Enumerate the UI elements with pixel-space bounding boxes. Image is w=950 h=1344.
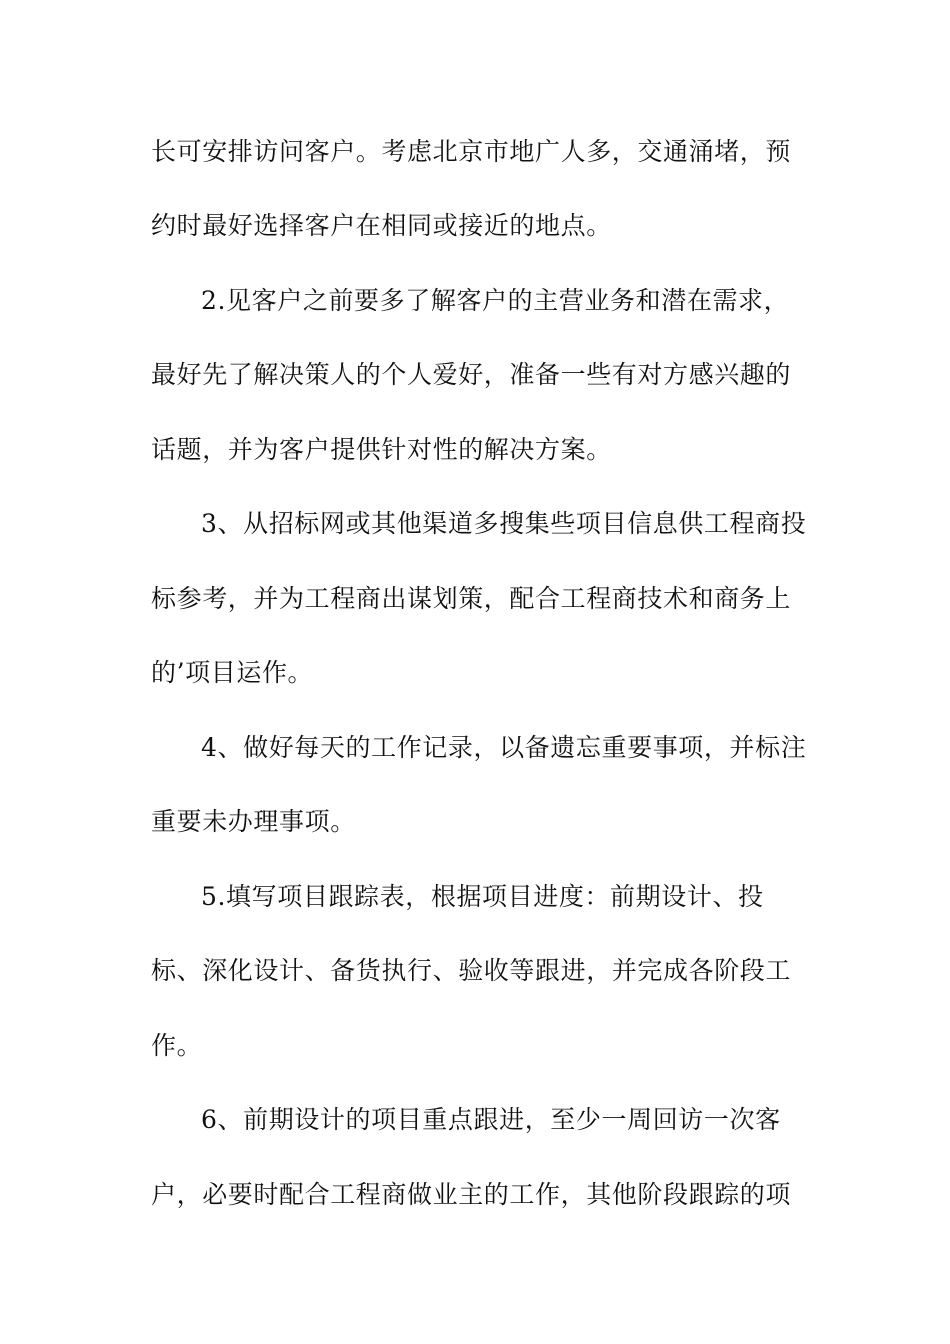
- paragraph-start-line: 6、前期设计的项目重点跟进，至少一周回访一次客: [201, 1105, 781, 1134]
- paragraph-start-line: 5.填写项目跟踪表，根据项目进度：前期设计、投: [201, 882, 764, 911]
- text-line: 户，必要时配合工程商做业主的工作，其他阶段跟踪的项: [151, 1180, 792, 1209]
- text-line: 长可安排访问客户。考虑北京市地广人多，交通涌堵，预: [151, 137, 792, 166]
- text-line: 话题，并为客户提供针对性的解决方案。: [151, 435, 612, 464]
- text-line: 标、深化设计、备货执行、验收等跟进，并完成各阶段工: [151, 956, 792, 985]
- text-line: 约时最好选择客户在相同或接近的地点。: [151, 211, 612, 240]
- text-line: 标参考，并为工程商出谋划策，配合工程商技术和商务上: [151, 584, 792, 613]
- paragraph-start-line: 3、从招标网或其他渠道多搜集些项目信息供工程商投: [201, 509, 807, 538]
- text-line: 的’项目运作。: [151, 658, 314, 687]
- paragraph-start-line: 2.见客户之前要多了解客户的主营业务和潜在需求，: [201, 286, 790, 315]
- text-line: 最好先了解决策人的个人爱好，准备一些有对方感兴趣的: [151, 360, 792, 389]
- text-line: 作。: [151, 1031, 203, 1060]
- text-line: 重要未办理事项。: [151, 807, 356, 836]
- paragraph-start-line: 4、做好每天的工作记录，以备遗忘重要事项，并标注: [201, 733, 807, 762]
